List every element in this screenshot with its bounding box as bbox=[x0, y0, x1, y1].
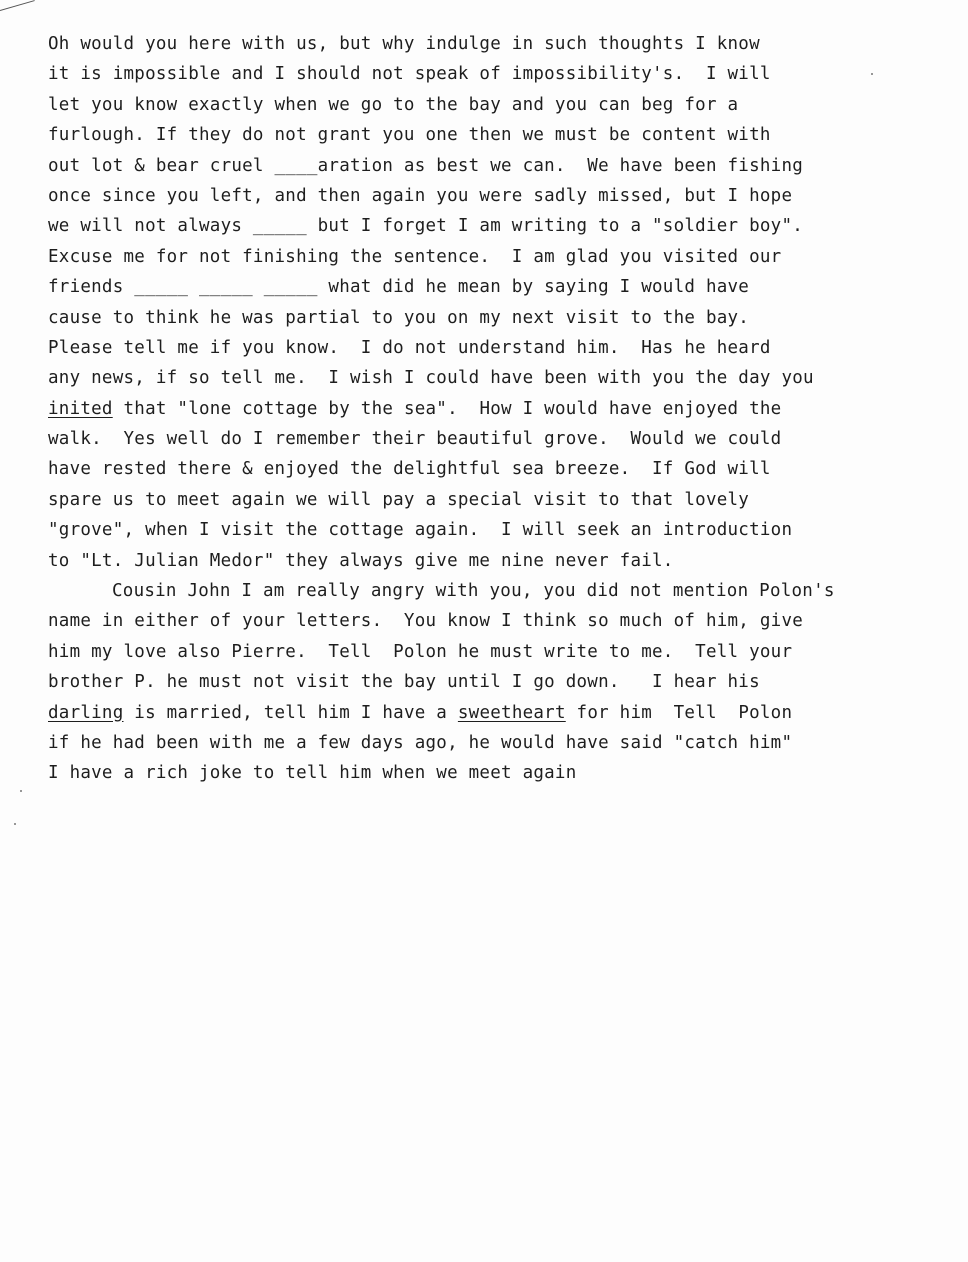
text-line bbox=[48, 698, 948, 728]
text-line: "grove", when I visit the cottage again. I will seek an introduction bbox=[48, 520, 793, 541]
text-line bbox=[48, 394, 948, 424]
line-middle: is married, tell him I have a bbox=[123, 702, 458, 723]
text-line: we will not always _____ but I forget I am writing to a "soldier boy". bbox=[48, 216, 804, 237]
text-line: I have a rich joke to tell him when we meet again bbox=[48, 763, 577, 784]
line-remainder: for him Tell Polon bbox=[565, 702, 793, 723]
text-line: Oh would you here with us, but why indulge in such thoughts I know bbox=[48, 34, 760, 54]
text-line: Excuse me for not finishing the sentence. I am glad you visited our bbox=[48, 246, 782, 267]
text-line: to "Lt. Julian Medor" they always give me nine never fail. bbox=[48, 550, 674, 571]
text-line: it is impossible and I should not speak of impossibility's. I will bbox=[48, 64, 771, 85]
text-line: furlough. If they do not grant you one then we must be content with bbox=[48, 125, 771, 146]
paper-speck bbox=[20, 790, 22, 792]
text-line: cause to think he was partial to you on my next visit to the bay. bbox=[48, 307, 750, 328]
text-line: walk. Yes well do I remember their beautiful grove. Would we could bbox=[48, 429, 782, 450]
text-line: if he had been with me a few days ago, he would have said "catch him" bbox=[48, 732, 793, 753]
paper-speck bbox=[14, 823, 16, 825]
text-line: once since you left, and then again you were sadly missed, but I hope bbox=[48, 185, 793, 206]
text-line: have rested there & enjoyed the delightful sea breeze. If God will bbox=[48, 459, 771, 480]
text-line: out lot & bear cruel ____aration as best we can. We have been fishing bbox=[48, 155, 804, 176]
underlined-word: inited bbox=[48, 398, 113, 419]
underlined-word: sweetheart bbox=[457, 702, 566, 723]
corner-pen-mark bbox=[0, 0, 35, 11]
underlined-word: darling bbox=[48, 702, 124, 723]
text-line: brother P. he must not visit the bay until I go down. I hear his bbox=[48, 672, 760, 693]
text-line: Please tell me if you know. I do not understand him. Has he heard bbox=[48, 337, 771, 358]
text-line: friends _____ _____ _____ what did he mean by saying I would have bbox=[48, 277, 750, 298]
paragraph-start-line: Cousin John I am really angry with you, you did not mention Polon's bbox=[112, 581, 835, 602]
text-line: name in either of your letters. You know I think so much of him, give bbox=[48, 611, 804, 632]
line-remainder: that "lone cottage by the sea". How I would have enjoyed the bbox=[112, 398, 782, 419]
text-line: him my love also Pierre. Tell Polon he must write to me. Tell your bbox=[48, 641, 793, 662]
letter-body bbox=[48, 29, 948, 789]
text-line: spare us to meet again we will pay a special visit to that lovely bbox=[48, 489, 750, 510]
text-line: let you know exactly when we go to the bay and you can beg for a bbox=[48, 94, 739, 115]
text-line: any news, if so tell me. I wish I could have been with you the day you bbox=[48, 368, 814, 389]
